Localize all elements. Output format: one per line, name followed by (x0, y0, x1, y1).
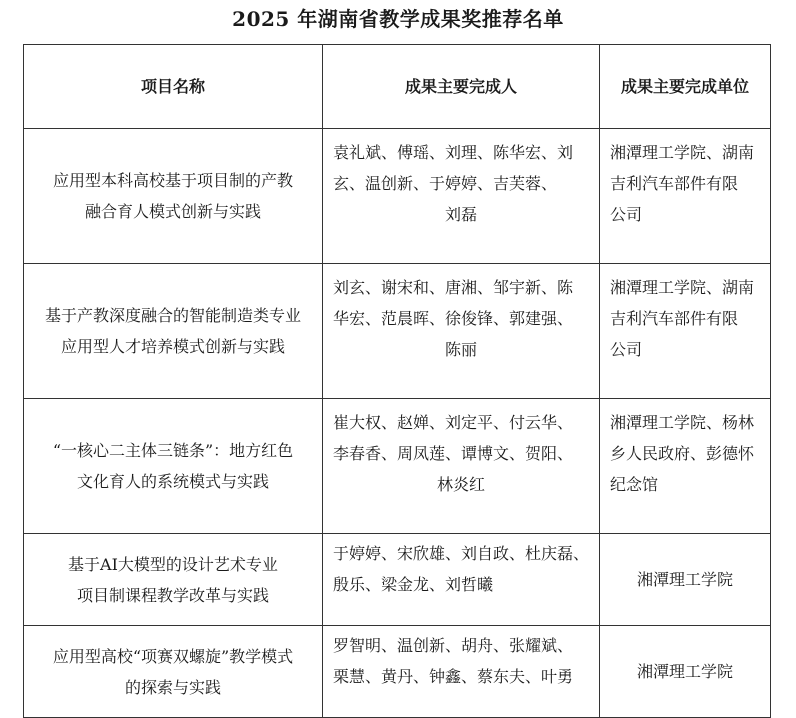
table-row (24, 264, 771, 399)
project-name-line: 基于AI大模型的设计艺术专业 (68, 554, 278, 574)
table-row (24, 534, 771, 626)
header-main-contributors: 成果主要完成人 (323, 45, 600, 129)
table-row (24, 399, 771, 534)
table-row (24, 129, 771, 264)
header-project-name: 项目名称 (24, 45, 323, 129)
contributors-line: 林炎红 (436, 475, 485, 494)
project-name-line: 应用型本科高校基于项目制的产教 (52, 171, 293, 190)
project-name-line: 融合育人模式创新与实践 (84, 202, 261, 221)
contributors-line: 李春香、周凤莲、谭博文、贺阳、 (333, 444, 574, 463)
header-main-units: 成果主要完成单位 (600, 45, 771, 129)
project-name-line: 的探索与实践 (124, 677, 221, 697)
contributors-line: 罗智明、温创新、胡舟、张耀斌、 (333, 636, 574, 655)
units-cell (600, 399, 771, 534)
project-name-line: 应用型人才培养模式创新与实践 (60, 337, 285, 356)
unit-line: 湘潭理工学院、湖南 (610, 143, 755, 162)
contributors-line: 玄、温创新、于婷婷、吉芙蓉、 (333, 174, 558, 193)
contributors-cell (323, 534, 600, 626)
contributors-cell (323, 264, 600, 399)
contributors-line: 刘磊 (444, 205, 477, 224)
project-name-cell (24, 626, 323, 718)
contributors-line: 殷乐、梁金龙、刘哲曦 (333, 575, 494, 594)
contributors-line: 崔大权、赵婵、刘定平、付云华、 (333, 413, 574, 432)
unit-line: 湘潭理工学院 (636, 662, 733, 681)
unit-line: 乡人民政府、彭德怀 (610, 444, 755, 463)
unit-line: 湘潭理工学院、杨林 (610, 413, 755, 432)
table-header-row (24, 45, 771, 129)
contributors-line: 栗慧、黄丹、钟鑫、蔡东夫、叶勇 (333, 667, 574, 686)
project-name-cell (24, 534, 323, 626)
project-name-line: “一核心二主体三链条”：地方红色 (52, 441, 294, 460)
document-title: 2025 年湖南省教学成果奖推荐名单 (232, 7, 564, 31)
unit-line: 纪念馆 (610, 475, 659, 494)
unit-line: 湘潭理工学院 (636, 570, 733, 589)
units-cell (600, 626, 771, 718)
project-name-cell (24, 399, 323, 534)
unit-line: 吉利汽车部件有限 (610, 309, 739, 328)
contributors-line: 刘玄、谢宋和、唐湘、邹宇新、陈 (333, 278, 574, 297)
unit-line: 湘潭理工学院、湖南 (610, 278, 755, 297)
contributors-line: 于婷婷、宋欣雄、刘自政、杜庆磊、 (333, 544, 590, 563)
units-cell (600, 534, 771, 626)
project-name-cell (24, 129, 323, 264)
project-name-line: 应用型高校“项赛双螺旋”教学模式 (52, 646, 294, 666)
units-cell (600, 129, 771, 264)
units-cell (600, 264, 771, 399)
contributors-cell (323, 399, 600, 534)
project-name-line: 文化育人的系统模式与实践 (76, 472, 269, 491)
contributors-cell (323, 129, 600, 264)
unit-line: 公司 (610, 340, 643, 359)
contributors-line: 陈丽 (444, 340, 477, 359)
recommendation-table (23, 44, 771, 718)
unit-line: 吉利汽车部件有限 (610, 174, 739, 193)
contributors-line: 袁礼斌、傅瑶、刘理、陈华宏、刘 (333, 143, 574, 162)
contributors-line: 华宏、范晨晖、徐俊锋、郭建强、 (333, 309, 574, 328)
project-name-cell (24, 264, 323, 399)
project-name-line: 基于产教深度融合的智能制造类专业 (44, 306, 301, 325)
unit-line: 公司 (610, 205, 643, 224)
project-name-line: 项目制课程教学改革与实践 (76, 585, 269, 605)
contributors-cell (323, 626, 600, 718)
table-row (24, 626, 771, 718)
